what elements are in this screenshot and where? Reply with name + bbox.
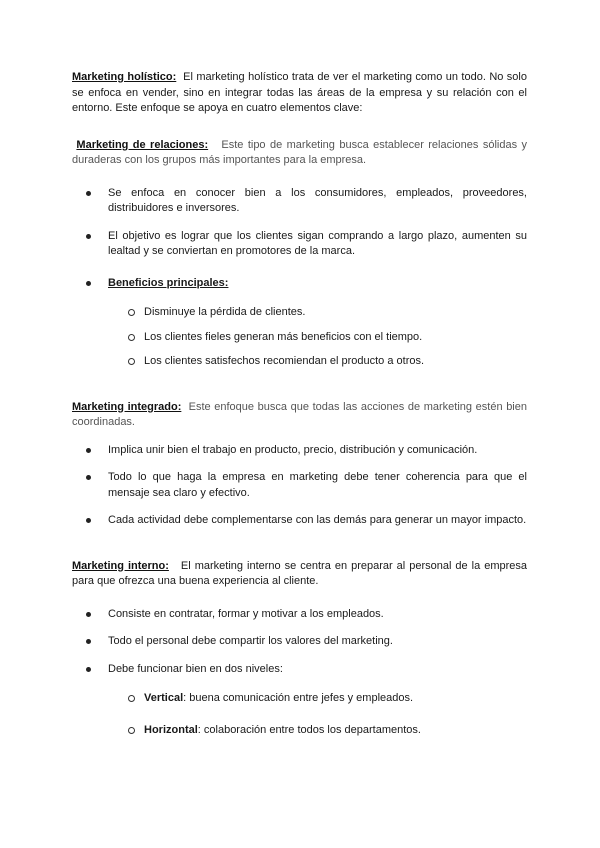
list-item: Los clientes satisfechos recomiendan el producto a otros. bbox=[72, 354, 527, 370]
list-item: Todo el personal debe compartir los valores del marketing. bbox=[72, 634, 527, 650]
integrado-text: Este enfoque busca que todas las acciones de marketing estén bien coordinadas. bbox=[72, 400, 527, 428]
integrado-list bbox=[72, 443, 527, 529]
list-item: El objetivo es lograr que los clientes sigan comprando a largo plazo, aumenten su lealtad y se conviertan en promotores de la marca. bbox=[72, 229, 527, 260]
relaciones-title: Marketing de relaciones: bbox=[76, 138, 209, 151]
interno-list bbox=[72, 607, 527, 739]
list-item: Consiste en contratar, formar y motivar a los empleados. bbox=[72, 607, 527, 623]
interno-section bbox=[72, 559, 527, 739]
holistico-text: El marketing holístico trata de ver el marketing como un todo. No solo se enfoca en vender, sino en integrar todas las áreas de la empresa y su relación con el entorno. Este enfoque se apoya en cuatro elementos clave: bbox=[72, 71, 527, 114]
integrado-paragraph bbox=[72, 400, 527, 431]
list-item: Cada actividad debe complementarse con las demás para generar un mayor impacto. bbox=[72, 513, 527, 529]
list-item: Disminuye la pérdida de clientes. bbox=[72, 305, 527, 321]
interno-text: El marketing interno se centra en preparar al personal de la empresa para que ofrezca una buena experiencia al cliente. bbox=[72, 559, 528, 587]
list-item: Todo lo que haga la empresa en marketing debe tener coherencia para que el mensaje sea claro y efectivo. bbox=[72, 470, 527, 501]
relaciones-section bbox=[72, 138, 527, 370]
list-item: Implica unir bien el trabajo en producto, precio, distribución y comunicación. bbox=[72, 443, 527, 459]
list-item: Horizontal: colaboración entre todos los departamentos. bbox=[72, 723, 527, 739]
list-item: Se enfoca en conocer bien a los consumidores, empleados, proveedores, distribuidores e inversores. bbox=[72, 186, 527, 217]
benefits-title: Beneficios principales: bbox=[108, 276, 229, 289]
relaciones-paragraph bbox=[72, 138, 527, 169]
levels-list bbox=[108, 691, 527, 738]
holistico-paragraph bbox=[72, 70, 527, 117]
document-content bbox=[72, 70, 527, 738]
list-item bbox=[72, 276, 527, 370]
benefits-list bbox=[108, 305, 527, 370]
list-item: Debe funcionar bien en dos niveles: Vertical: buena comunicación entre jefes y empleados. Horizontal: colaboración entre todos los departamentos. bbox=[72, 662, 527, 739]
interno-title: Marketing interno: bbox=[72, 559, 169, 572]
interno-paragraph bbox=[72, 559, 527, 590]
list-item: Los clientes fieles generan más beneficios con el tiempo. bbox=[72, 330, 527, 346]
integrado-title: Marketing integrado: bbox=[72, 400, 182, 413]
list-item: Vertical: buena comunicación entre jefes y empleados. bbox=[72, 691, 527, 707]
relaciones-text: Este tipo de marketing busca establecer relaciones sólidas y duraderas con los grupos más importantes para la empresa. bbox=[72, 138, 527, 166]
relaciones-list bbox=[72, 186, 527, 370]
holistico-title: Marketing holístico: bbox=[72, 71, 177, 83]
integrado-section bbox=[72, 400, 527, 529]
